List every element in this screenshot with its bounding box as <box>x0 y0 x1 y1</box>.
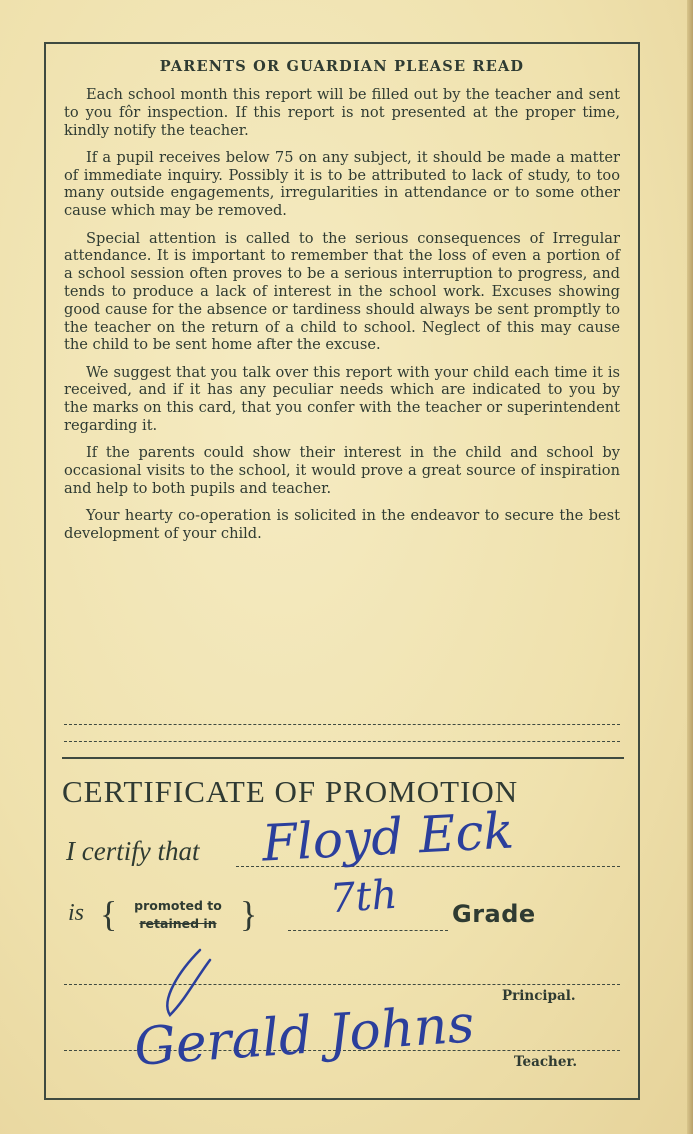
notice-paragraph: If a pupil receives below 75 on any subject, it should be made a matter of immediate inquiry. Possibly it is to be attributed to lack of study, to too many outside engagements, irregularities in attendance or to some other cause which may be removed. <box>64 148 620 220</box>
right-brace: } <box>240 894 258 934</box>
status-option-retained-struck: retained in <box>139 916 217 931</box>
is-label: is <box>68 900 85 926</box>
section-divider <box>62 757 624 759</box>
dashed-divider <box>64 741 620 742</box>
grade-line <box>288 930 448 931</box>
notice-body <box>64 86 620 552</box>
certificate-title: CERTIFICATE OF PROMOTION <box>62 774 519 809</box>
notice-paragraph: Special attention is called to the serious consequences of Irregular attendance. It is important to remember that the loss of even a portion of a school session often proves to be a serious interruption to progress, and tends to produce a lack of interest in the school work. Excuses showing good cause for the absence or tardiness should always be sent promptly to the teacher on the return of a child to school. Neglect of this may cause the child to be sent home after the excuse. <box>64 229 620 354</box>
left-brace: { <box>100 894 118 934</box>
principal-label: Principal. <box>502 988 576 1004</box>
notice-paragraph: If the parents could show their interest in the child and school by occasional visits to the school, it would prove a great source of inspiration and help to both pupils and teacher. <box>64 444 620 497</box>
teacher-signature-handwriting: Gerald Johns <box>132 994 477 1078</box>
card-edge <box>687 0 693 1134</box>
notice-paragraph: We suggest that you talk over this report with your child each time it is received, and if it has any peculiar needs which are indicated to you by the marks on this card, that you confer with the teacher or superintendent regarding it. <box>64 363 620 435</box>
status-option-promoted: promoted to <box>134 898 222 913</box>
grade-handwriting: 7th <box>328 871 399 923</box>
notice-title: PARENTS OR GUARDIAN PLEASE READ <box>159 58 525 75</box>
certify-label: I certify that <box>66 836 200 866</box>
teacher-label: Teacher. <box>514 1054 578 1070</box>
student-name-handwriting: Floyd Eck <box>260 801 516 873</box>
grade-label: Grade <box>452 900 536 928</box>
notice-paragraph: Each school month this report will be filled out by the teacher and sent to you fôr inspection. If this report is not presented at the proper time, kindly notify the teacher. <box>64 86 620 139</box>
notice-paragraph: Your hearty co-operation is solicited in the endeavor to secure the best development of your child. <box>64 507 620 543</box>
dashed-divider <box>64 724 620 725</box>
